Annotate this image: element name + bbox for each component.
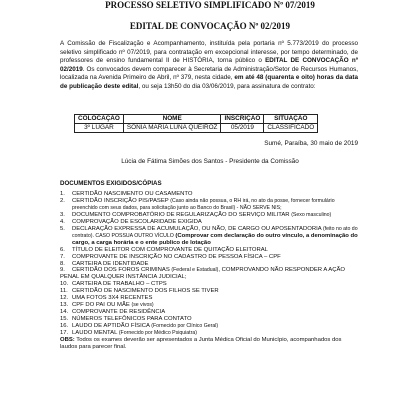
cell-situacao: CLASSIFICADO bbox=[264, 124, 318, 133]
item-number: 5. bbox=[60, 225, 65, 232]
obs-note bbox=[60, 337, 360, 351]
item-text: CARTEIRA DE TRABALHO – CTPS bbox=[72, 281, 167, 288]
col-nome: NOME bbox=[123, 115, 221, 124]
item-number: 1. bbox=[60, 191, 65, 197]
list-item bbox=[60, 288, 360, 295]
document-heading: PROCESSO SELETIVO SIMPLIFICADO Nº 07/2019 bbox=[105, 0, 315, 10]
list-item bbox=[60, 226, 360, 247]
item-text: UMA FOTOS 3X4 RECENTES bbox=[72, 295, 153, 302]
edital-title: EDITAL DE CONVOCAÇÃO Nº 02/2019 bbox=[129, 21, 291, 31]
item-number: 15. bbox=[60, 316, 69, 323]
item-note: (Caso ainda não possua, o RH irá, no ato da posse, fornecer formulário preenchido com seus dados, para solicitação junto ao Banco do Brasil) - NÃO SERVE NIS; bbox=[72, 197, 335, 211]
col-inscricao: INSCRIÇÃO bbox=[221, 115, 264, 124]
item-text bbox=[72, 212, 360, 219]
item-note: (Fornecido por Médico Psiquiatra) bbox=[118, 330, 197, 337]
obs-label: OBS: bbox=[60, 337, 75, 344]
item-main-text: CERTIDÃO DOS FOROS CRIMINAS bbox=[72, 267, 170, 274]
intro-text-3: , ou seja 13h50 do dia 03/06/2019, para assinatura de contrato: bbox=[138, 82, 316, 90]
item-main-text: LAUDO DE APTIDÃO FÍSICA bbox=[72, 323, 150, 330]
list-item bbox=[60, 330, 360, 337]
docs-title: DOCUMENTOS EXIGIDOS/CÓPIAS bbox=[60, 180, 162, 187]
obs-text: Todos os exames deverão ser apresentados a Junta Médica Oficial do Município, acompanhados dos laudos para parecer final. bbox=[60, 337, 342, 350]
list-item bbox=[60, 219, 360, 226]
item-text bbox=[72, 198, 360, 212]
cell-inscricao: 05/2019 bbox=[221, 124, 264, 133]
place-date: Sumé, Paraíba, 30 maio de 2019 bbox=[264, 140, 358, 147]
item-number: 4. bbox=[60, 218, 65, 225]
item-main-text: LAUDO MENTAL bbox=[72, 330, 118, 337]
item-number: 12. bbox=[60, 295, 69, 302]
item-text: CERTIDÃO NASCIMENTO OU CASAMENTO bbox=[72, 191, 193, 197]
intro-text-2: . Os convocados devem comparecer à Secretaria de Administração/Setor de Recursos Humanos, localizada na Avenida Primeiro de Abril, nº 379, nesta cidade, bbox=[60, 65, 358, 81]
item-main-text: DOCUMENTO COMPROBATÓRIO DE REGULARIZAÇÃO DO SERVIÇO MILITAR bbox=[72, 211, 290, 218]
item-number: 16. bbox=[60, 323, 69, 330]
item-number: 9. bbox=[60, 267, 65, 274]
list-item bbox=[60, 212, 360, 219]
penal-line: PENAL EM QUALQUER INSTÂNCIA JUDICIAL; bbox=[60, 274, 187, 281]
cell-colocacao: 3º LUGAR bbox=[75, 124, 124, 133]
table-row bbox=[75, 124, 318, 133]
item-text: TÍTULO DE ELEITOR COM COMPROVANTE DE QUITAÇÃO ELEITORAL bbox=[72, 246, 268, 253]
col-situacao: SITUAÇÃO bbox=[264, 115, 318, 124]
item-number: 10. bbox=[60, 281, 69, 288]
item-strong-note: (Comprovar com declaração do outro vínculo, a denominação do cargo, a carga horária e o ente publico de lotação bbox=[72, 232, 358, 246]
item-text: COMPROVANTE DE RESIDÊNCIA bbox=[72, 309, 166, 316]
list-item bbox=[60, 323, 360, 330]
item-text bbox=[72, 323, 360, 330]
item-number: 8. bbox=[60, 260, 65, 267]
item-number: 14. bbox=[60, 309, 69, 316]
item-main-text: CPF DO PAI OU MÃE bbox=[72, 302, 130, 309]
item-note: (Fornecido por Clínico Geral) bbox=[151, 323, 219, 330]
cell-nome: SÔNIA MARIA LUNA QUEIROZ bbox=[123, 124, 221, 133]
item-number: 7. bbox=[60, 253, 65, 260]
intro-paragraph bbox=[60, 40, 358, 91]
item-text: CERTIDÃO DE NASCIMENTO DOS FILHOS SE TIVER bbox=[72, 288, 219, 295]
intro-text-1: A Comissão de Fiscalização e Acompanhamento, instituída pela portaria nº 5.773/2019 do processo seletivo simplificado nº 07/2019, para contratação em excepcional interesse, por tempo determinado, de professores de ensino fundamental II de HISTÓRIA, torna público o bbox=[60, 40, 358, 64]
list-item bbox=[60, 198, 360, 212]
item-number: 13. bbox=[60, 302, 69, 309]
list-item bbox=[60, 254, 360, 261]
item-number: 6. bbox=[60, 246, 65, 253]
item-main-text: CERTIDÃO INSCRIÇÃO PIS/PASEP bbox=[72, 197, 169, 204]
table-header-row bbox=[75, 115, 318, 124]
item-text: NÚMEROS TELEFÔNICOS PARA CONTATO bbox=[72, 316, 192, 323]
item-text: CARTEIRA DE IDENTIDADE bbox=[72, 260, 149, 267]
item-number: 17. bbox=[60, 330, 69, 337]
item-note: (feito no ato do contrato). CASO POSSUA OUTRO VÍCULO bbox=[72, 225, 358, 239]
item-text bbox=[72, 330, 360, 337]
item-note: (se vivos) bbox=[131, 302, 154, 309]
item-number: 2. bbox=[60, 197, 65, 204]
item-text bbox=[72, 226, 360, 247]
item-main-text: DECLARAÇÃO EXPRESSA DE ACUMULAÇÃO, OU NÃO, DE CARGO OU APOSENTADORIA bbox=[72, 225, 322, 232]
item-note: (Sexo masculino) bbox=[291, 211, 332, 218]
item-number: 3. bbox=[60, 211, 65, 218]
item-text: COMPROVANTE DE INSCRIÇÃO NO CADASTRO DE PESSOA FÍSICA – CPF bbox=[72, 253, 281, 260]
item-note: (Federal e Estadual) bbox=[171, 267, 219, 274]
intro-bold-edital: EDITAL DE CONVOCAÇÃO nº 02/2019 bbox=[60, 57, 358, 73]
signature-line: Lúcia de Fátima Simões dos Santos - Presidente da Comissão bbox=[121, 158, 299, 165]
documents-list bbox=[60, 191, 360, 351]
item-tail-text: , COMPROVANDO NÃO RESPONDER A AÇÃO bbox=[218, 267, 345, 274]
col-colocacao: COLOCAÇÃO bbox=[75, 115, 124, 124]
intro-bold-deadline: em até 48 (quarenta e oito) horas da data de publicação deste edital bbox=[60, 74, 358, 90]
item-number: 11. bbox=[60, 288, 68, 295]
list-item bbox=[60, 247, 360, 254]
item-text: COMPROVAÇÃO DE ESCOLARIDADE EXIGIDA bbox=[72, 218, 202, 225]
convocation-table bbox=[74, 114, 318, 133]
list-item bbox=[60, 191, 360, 198]
